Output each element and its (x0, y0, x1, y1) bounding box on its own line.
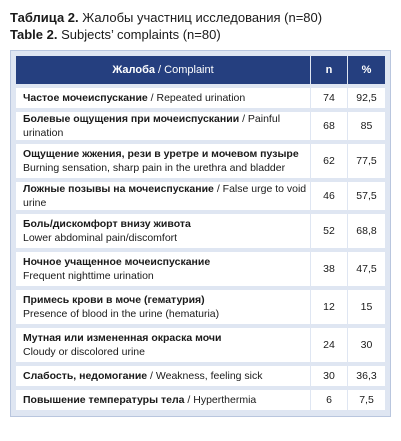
caption-en-prefix: Table 2. (10, 27, 58, 42)
complaint-en: Weakness, feeling sick (155, 370, 263, 382)
percent-cell: 92,5 (348, 84, 385, 108)
table-row (16, 108, 385, 140)
table-row (16, 324, 385, 362)
complaint-ru: Ощущение жжения, рези в уретре и мочевом пузыре (23, 148, 299, 160)
complaint-cell (16, 286, 311, 324)
percent-cell: 30 (348, 324, 385, 362)
table-row (16, 140, 385, 178)
percent-cell: 7,5 (348, 386, 385, 410)
count-cell: 38 (311, 248, 348, 286)
table-body (16, 84, 385, 410)
complaint-cell (16, 108, 311, 140)
count-cell: 62 (311, 140, 348, 178)
table-frame (10, 50, 391, 417)
complaint-separator: / (213, 183, 223, 195)
complaint-en: Hyperthermia (193, 394, 257, 406)
table-caption-ru (10, 9, 391, 26)
complaint-cell (16, 362, 311, 386)
count-cell: 30 (311, 362, 348, 386)
header-n-label: n (325, 64, 333, 76)
complaint-cell (16, 210, 311, 248)
complaint-ru: Боль/дискомфорт внизу живота (23, 218, 191, 230)
complaint-en: Repeated urination (156, 92, 246, 104)
complaint-en: Frequent nighttime urination (23, 270, 154, 282)
complaint-ru: Частое мочеиспускание (23, 92, 148, 104)
percent-cell: 36,3 (348, 362, 385, 386)
count-cell: 24 (311, 324, 348, 362)
complaints-table (16, 56, 385, 410)
complaint-en: Burning sensation, sharp pain in the urethra and bladder (23, 162, 286, 174)
complaint-ru: Слабость, недомогание (23, 370, 148, 382)
caption-ru-text: Жалобы участниц исследования (n=80) (82, 10, 323, 25)
caption-ru-prefix: Таблица 2. (10, 10, 79, 25)
table-row (16, 362, 385, 386)
count-cell: 12 (311, 286, 348, 324)
complaint-en: False urge to void urine (23, 183, 307, 209)
table-header-row (16, 56, 385, 84)
percent-cell: 47,5 (348, 248, 385, 286)
count-cell: 52 (311, 210, 348, 248)
table-row (16, 210, 385, 248)
complaint-ru: Ложные позывы на мочеиспускание (23, 183, 214, 195)
caption-en-text: Subjects’ complaints (n=80) (61, 27, 221, 42)
complaint-ru: Мутная или измененная окраска мочи (23, 332, 222, 344)
percent-cell: 15 (348, 286, 385, 324)
count-cell: 46 (311, 178, 348, 210)
count-cell: 68 (311, 108, 348, 140)
table-row (16, 84, 385, 108)
count-cell: 74 (311, 84, 348, 108)
complaint-cell (16, 324, 311, 362)
complaint-ru: Ночное учащенное мочеиспускание (23, 256, 211, 268)
complaint-cell (16, 386, 311, 410)
header-percent-label: % (361, 64, 372, 76)
header-n (311, 56, 348, 84)
table-row (16, 178, 385, 210)
complaint-cell (16, 248, 311, 286)
complaint-cell (16, 84, 311, 108)
header-complaint (16, 56, 311, 84)
table-row (16, 386, 385, 410)
percent-cell: 85 (348, 108, 385, 140)
header-percent (348, 56, 385, 84)
table-row (16, 248, 385, 286)
complaint-ru: Повышение температуры тела (23, 394, 185, 406)
complaint-cell (16, 178, 311, 210)
complaint-en: Painful urination (23, 113, 281, 139)
complaint-separator: / (239, 113, 248, 125)
header-complaint-ru: Жалоба (112, 64, 155, 76)
complaint-en: Cloudy or discolored urine (23, 346, 145, 358)
percent-cell: 57,5 (348, 178, 385, 210)
header-complaint-sep: / (154, 64, 165, 76)
table-row (16, 286, 385, 324)
complaint-separator: / (147, 92, 157, 104)
complaint-cell (16, 140, 311, 178)
complaint-ru: Примесь крови в моче (гематурия) (23, 294, 205, 306)
table-caption-en (10, 26, 391, 43)
complaint-ru: Болевые ощущения при мочеиспускании (23, 113, 240, 125)
complaint-en: Lower abdominal pain/discomfort (23, 232, 178, 244)
header-complaint-en: Complaint (164, 64, 214, 76)
complaint-separator: / (184, 394, 194, 406)
percent-cell: 68,8 (348, 210, 385, 248)
complaint-separator: / (147, 370, 156, 382)
count-cell: 6 (311, 386, 348, 410)
percent-cell: 77,5 (348, 140, 385, 178)
complaint-en: Presence of blood in the urine (hematuria) (23, 308, 220, 320)
